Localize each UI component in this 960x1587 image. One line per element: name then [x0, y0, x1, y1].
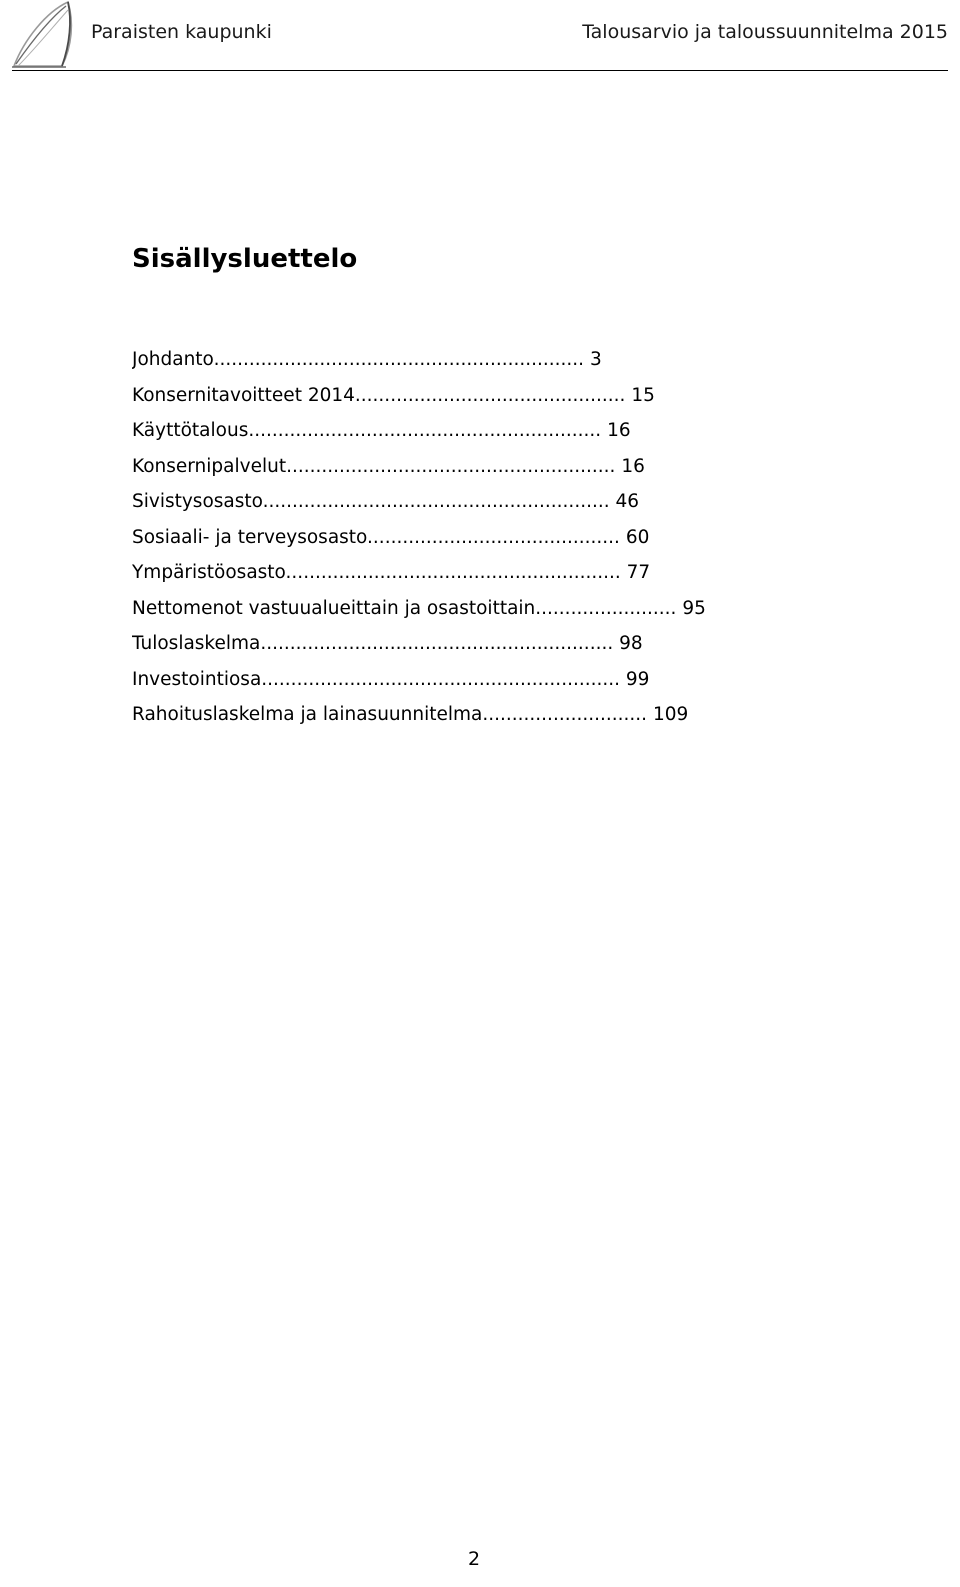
toc-entry-page: 15	[631, 384, 655, 406]
toc-entry-label: Sosiaali- ja terveysosasto	[132, 526, 368, 548]
toc-entry-label: Tuloslaskelma	[132, 633, 261, 654]
toc-entry-leader: ...........................................................	[262, 491, 610, 512]
header-document-title: Talousarvio ja taloussuunnitelma 2015	[582, 21, 948, 43]
toc-entry-leader: .............................................................	[261, 668, 620, 690]
toc-entry[interactable]	[132, 526, 772, 562]
toc-entry-leader: ............................	[482, 704, 648, 725]
toc-entry-page: 46	[615, 491, 640, 512]
toc-entry-leader: ........................	[535, 597, 677, 619]
toc-entry-page: 98	[619, 633, 643, 654]
toc-entry[interactable]	[132, 632, 772, 668]
toc-entry-leader: ............................................................	[248, 420, 602, 441]
toc-entry[interactable]	[132, 384, 772, 420]
toc-entry[interactable]	[132, 597, 772, 633]
toc-entry-page: 3	[589, 349, 602, 370]
toc-entry-page: 95	[682, 597, 706, 619]
page-title: Sisällysluettelo	[132, 244, 358, 274]
toc-entry-label: Nettomenot vastuualueittain ja osastoittain	[132, 597, 536, 619]
toc-entry-label: Ympäristöosasto	[132, 562, 286, 583]
toc-entry[interactable]	[132, 490, 772, 526]
toc-entry[interactable]	[132, 348, 772, 384]
toc-entry-page: 16	[621, 455, 645, 477]
toc-entry-label: Konsernitavoitteet 2014	[132, 384, 355, 406]
header-organization-name: Paraisten kaupunki	[91, 21, 272, 43]
toc-entry-leader: ........................................................	[286, 455, 616, 477]
toc-entry-label: Käyttötalous	[132, 420, 249, 441]
toc-entry-page: 60	[625, 526, 650, 548]
toc-entry-page: 99	[625, 668, 650, 690]
toc-entry-label: Johdanto	[132, 349, 214, 370]
page-header	[0, 0, 960, 72]
header-divider	[12, 70, 948, 71]
toc-entry[interactable]	[132, 668, 772, 704]
toc-entry[interactable]	[132, 419, 772, 455]
toc-entry-leader: ..............................................	[354, 384, 626, 406]
toc-entry-label: Investointiosa	[132, 668, 262, 690]
table-of-contents	[132, 348, 772, 739]
page-number: 2	[467, 1548, 481, 1570]
toc-entry-leader: .........................................................	[285, 562, 621, 583]
toc-entry-page: 109	[652, 704, 689, 725]
sail-logo-icon	[8, 0, 76, 70]
toc-entry-label: Sivistysosasto	[132, 491, 263, 512]
toc-entry-page: 77	[626, 562, 651, 583]
toc-entry-page: 16	[607, 420, 631, 441]
toc-entry[interactable]	[132, 455, 772, 491]
toc-entry-label: Rahoituslaskelma ja lainasuunnitelma	[132, 704, 483, 725]
toc-entry-leader: ............................................................	[260, 633, 614, 654]
toc-entry[interactable]	[132, 561, 772, 597]
toc-entry-label: Konsernipalvelut	[132, 455, 287, 477]
toc-entry-leader: ...........................................	[367, 526, 620, 548]
toc-entry-leader: ...............................................................	[213, 349, 585, 370]
toc-entry[interactable]	[132, 703, 772, 739]
